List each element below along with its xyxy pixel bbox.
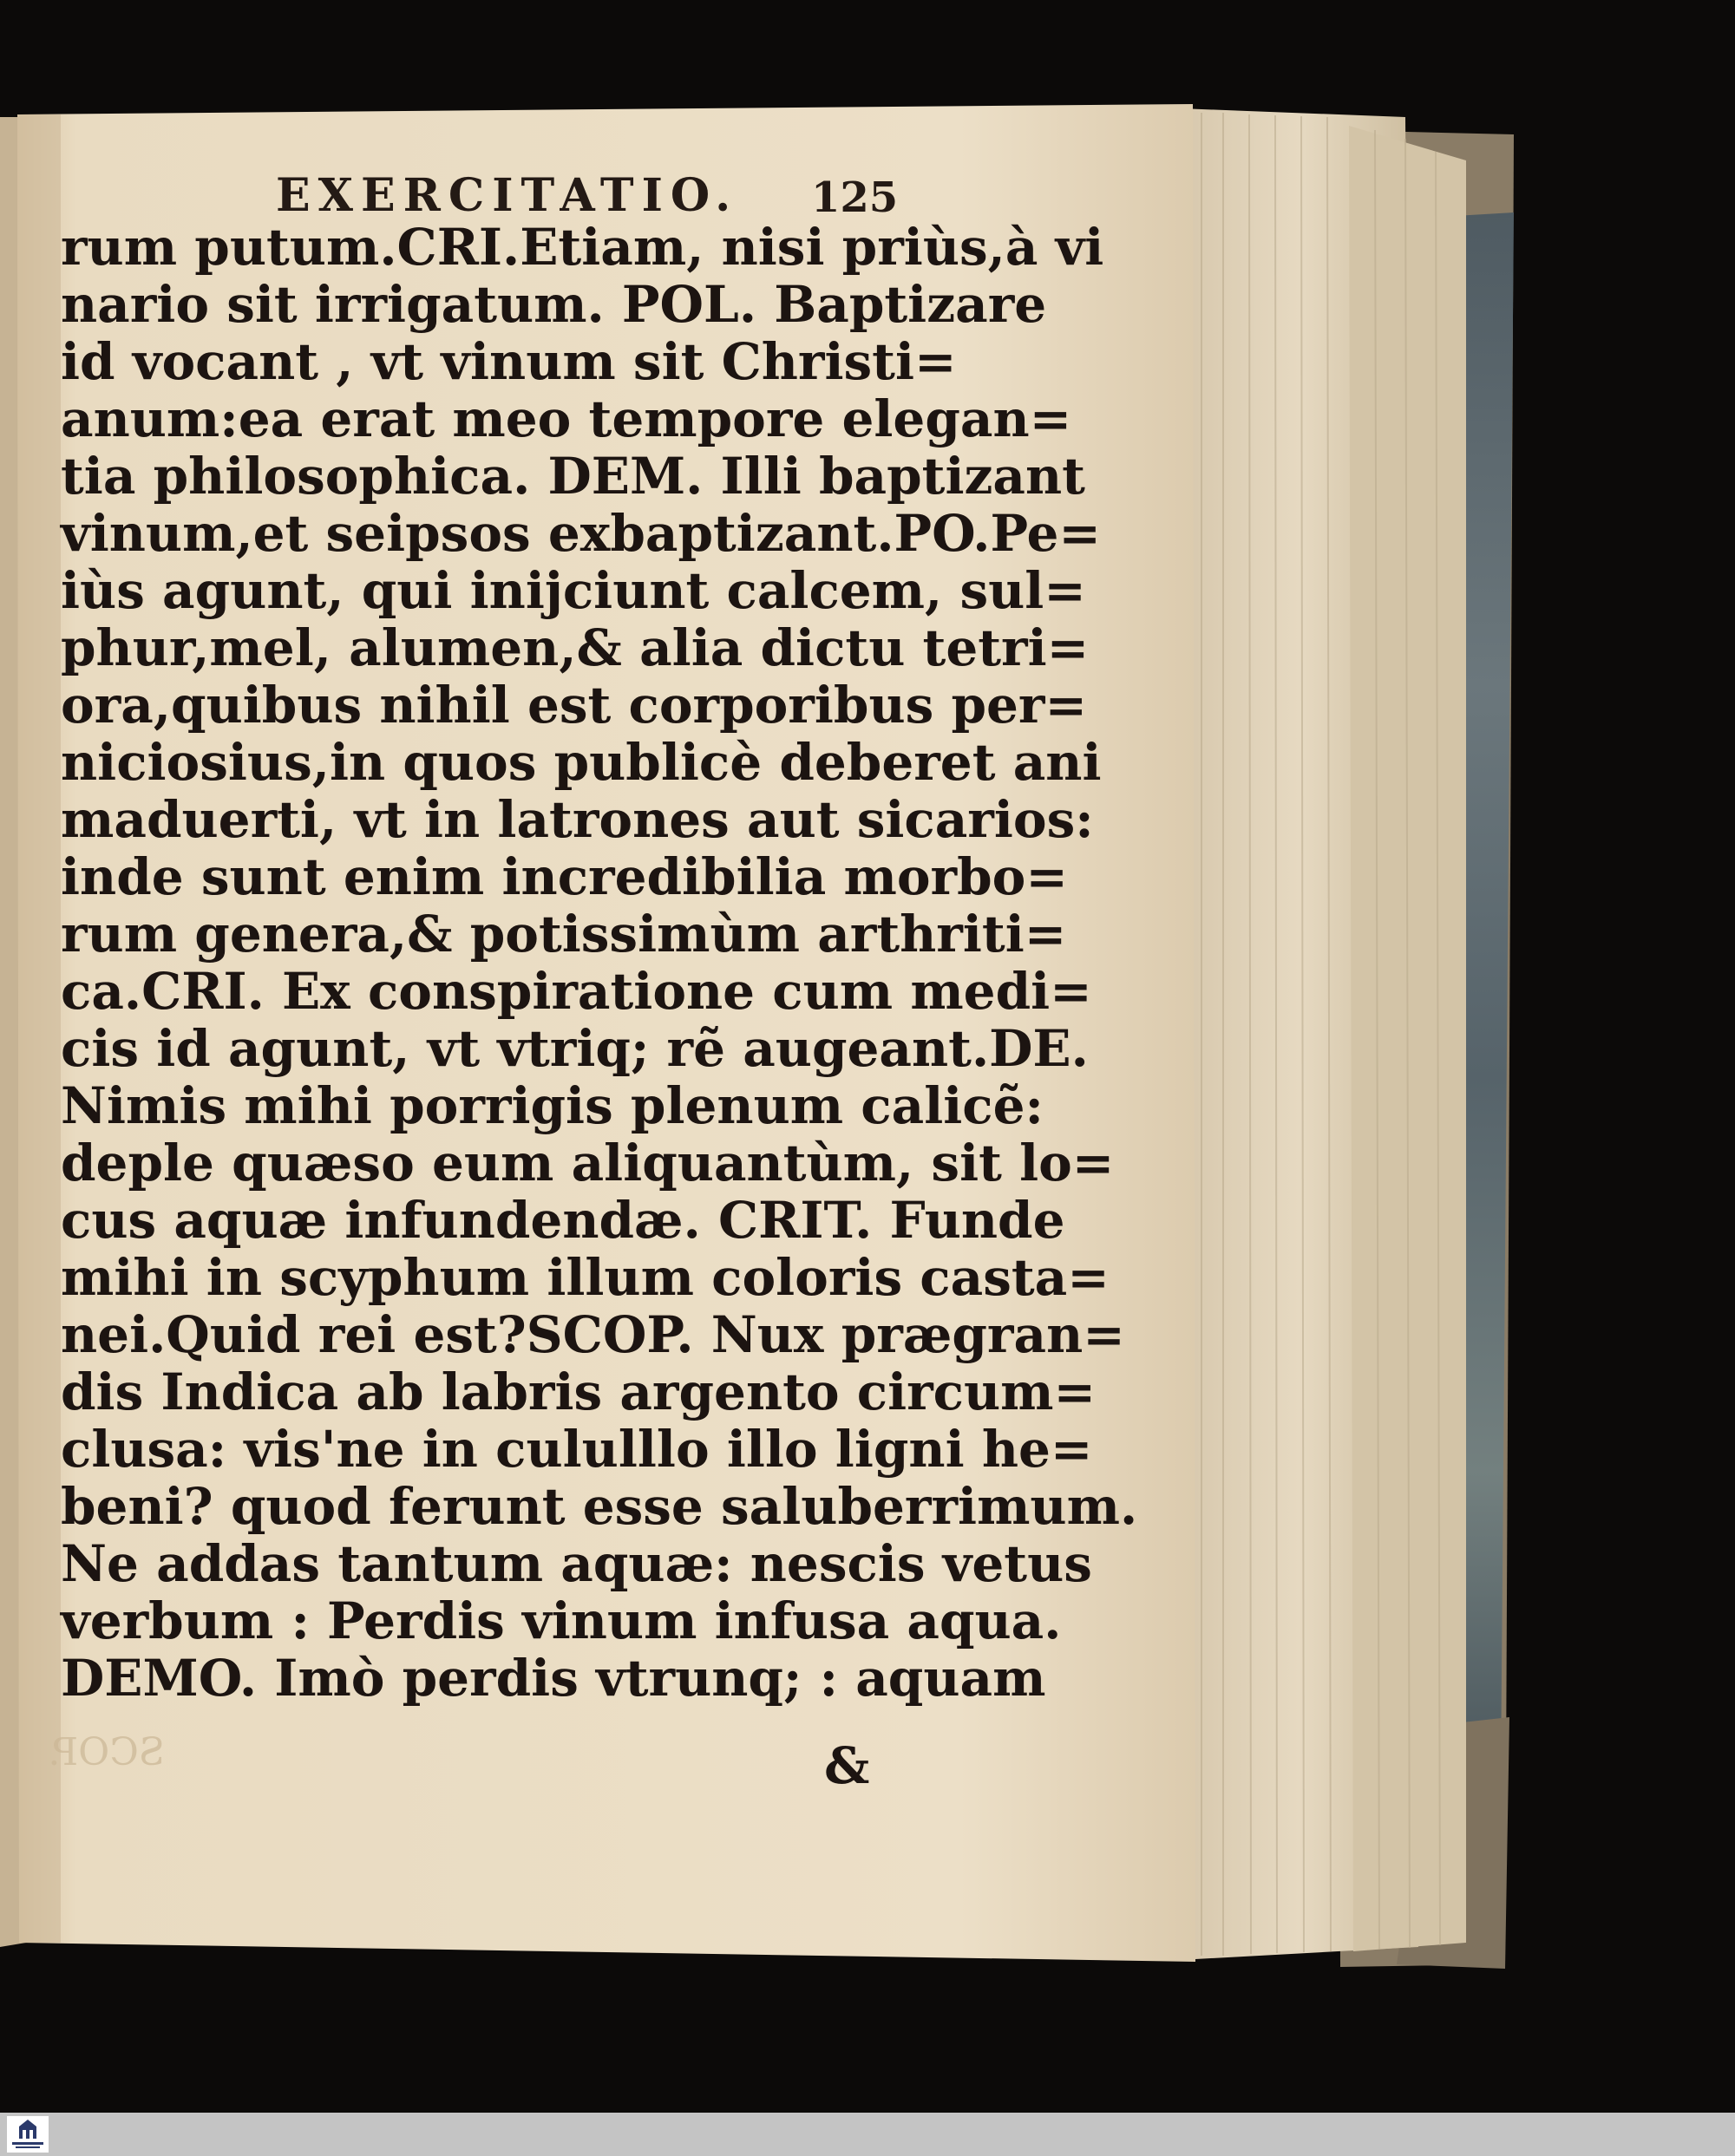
text-line: cis id agunt, vt vtriq; rẽ augeant.DE. [61,1019,1089,1078]
text-line: iùs agunt, qui inijciunt calcem, sul= [61,561,1086,620]
text-line: clusa: vis'ne in cululllo illo ligni he= [61,1420,1093,1479]
text-line: anum:ea erat meo tempore elegan= [61,389,1072,448]
text-line: tia philosophica. DEM. Illi baptizant [61,447,1085,506]
text-line: nario sit irrigatum. POL. Baptizare [61,275,1047,334]
text-line: cus aquæ infundendæ. CRIT. Funde [61,1191,1065,1250]
text-line: maduerti, vt in latrones aut sicarios: [61,790,1094,849]
text-line: vinum,et seipsos exbaptizant.PO.Pe= [61,504,1101,563]
text-line: Nimis mihi porrigis plenum calicẽ: [61,1076,1044,1135]
text-line: nei.Quid rei est?SCOP. Nux prægran= [61,1305,1125,1364]
viewer-footer-bar [0,2113,1735,2156]
text-line: niciosius,in quos publicè deberet ani [61,733,1102,792]
text-line: beni? quod ferunt esse saluberrimum. [61,1477,1138,1536]
text-line: dis Indica ab labris argento circum= [61,1362,1097,1421]
running-head: EXERCITATIO. [276,169,739,222]
library-logo-icon [7,2116,49,2153]
text-line: DEMO. Imò perdis vtrunq; : aquam [61,1649,1046,1708]
catchword: & [824,1736,870,1795]
text-line: deple quæso eum aliquantùm, sit lo= [61,1134,1115,1192]
page-number: 125 [811,173,899,222]
text-line: ca.CRI. Ex conspiratione cum medi= [61,962,1092,1021]
text-line: ora,quibus nihil est corporibus per= [61,676,1088,735]
text-line: Ne addas tantum aquæ: nescis vetus [61,1534,1092,1593]
text-line: rum genera,& potissimùm arthriti= [61,905,1067,964]
text-line: mihi in scyphum illum coloris casta= [61,1248,1110,1307]
text-line: rum putum.CRI.Etiam, nisi priùs,à vi [61,218,1104,277]
svg-text:SCOP.: SCOP. [48,1730,165,1774]
text-line: id vocant , vt vinum sit Christi= [61,332,957,391]
text-line: verbum : Perdis vinum infusa aqua. [61,1591,1062,1650]
text-line: inde sunt enim incredibilia morbo= [61,847,1068,906]
text-line: phur,mel, alumen,& alia dictu tetri= [61,618,1090,677]
